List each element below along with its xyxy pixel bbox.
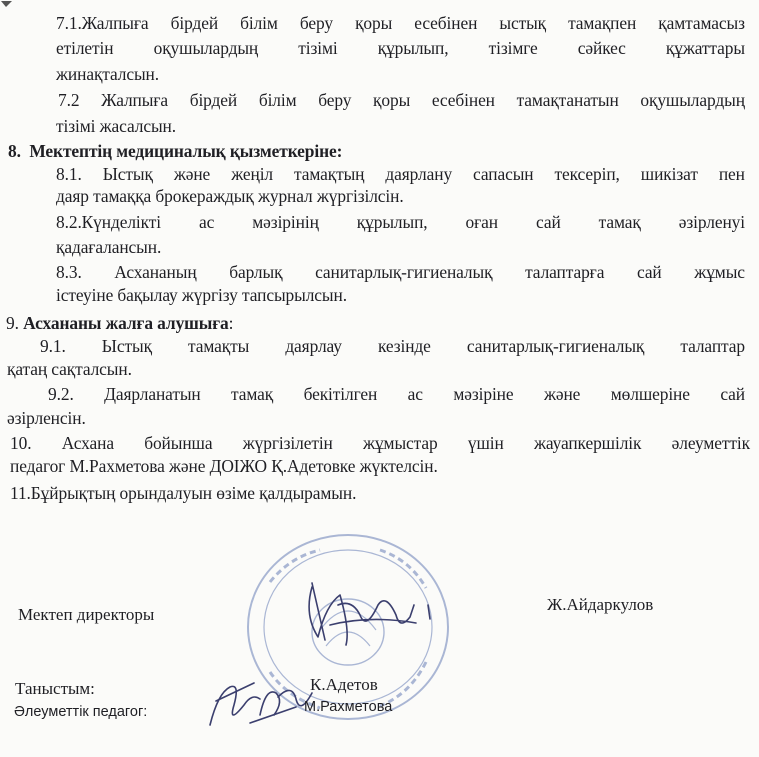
word: құжаттары <box>665 38 745 58</box>
word: Ыстық <box>102 164 153 184</box>
word: тамақтанатын <box>516 90 619 110</box>
item-8-2-line-1 <box>56 210 745 234</box>
item-8-3-line-2: істеуіне бақылау жүргізу тапсырылсын. <box>56 285 347 305</box>
word: сай <box>536 212 561 232</box>
director-label: Мектеп директоры <box>18 605 155 624</box>
page-corner-mark <box>0 0 22 22</box>
item-9-heading-text: Асхананы жалға алушыға <box>23 313 229 333</box>
word: жеңіл <box>231 164 274 184</box>
word: 8.2.Күнделікті <box>56 212 162 232</box>
word: мөлшеріне <box>610 384 690 404</box>
word: қоры <box>355 13 393 33</box>
word: тізімге <box>488 38 538 58</box>
word: ас <box>407 384 423 404</box>
word: қоры <box>373 90 411 110</box>
item-7-2-line-1 <box>58 88 745 112</box>
word: Ыстық <box>101 336 152 356</box>
word: жауапкершілік <box>533 433 642 453</box>
item-9-2-line-2: әзірленсін. <box>7 408 86 428</box>
word: талаптарға <box>525 262 605 282</box>
word: оған <box>465 212 498 232</box>
item-8-1-line-2: даяр тамаққа брокераждық журнал жүргізілсін. <box>56 186 404 206</box>
word: мәзірінің <box>252 212 319 232</box>
word: сай <box>636 262 662 282</box>
word: сапасын <box>473 164 534 184</box>
word: тізімі <box>298 38 338 58</box>
word: Асхананың <box>114 262 197 282</box>
word: білім <box>258 90 297 110</box>
name-rakhmetova: М.Рахметова <box>304 699 393 715</box>
item-8-heading <box>8 139 743 163</box>
word: беру <box>299 13 333 33</box>
word: даярлану <box>385 164 453 184</box>
word: даярлау <box>285 336 342 356</box>
word: ыстық <box>499 13 547 33</box>
item-7-1-line-3: жинақталсын. <box>56 64 160 84</box>
item-10-line-1 <box>10 431 750 455</box>
word: санитарлық-гигиеналық <box>466 336 645 356</box>
word: құрылып, <box>377 38 449 58</box>
word: қамтамасыз <box>658 13 745 33</box>
word: 9.1. <box>40 336 66 356</box>
item-9-1-line-1 <box>40 334 745 358</box>
word: білім <box>240 13 278 33</box>
item-9-1-line-2: қатаң сақталсын. <box>7 359 132 379</box>
item-9-heading-colon: : <box>228 313 234 333</box>
word: шикізат <box>640 164 698 184</box>
word: есебінен <box>431 90 495 110</box>
word: әзірленуі <box>678 212 745 232</box>
word: 7.2 <box>58 90 80 110</box>
word: мәзіріне <box>453 384 514 404</box>
item-8-number: 8. <box>8 141 21 161</box>
item-7-2-line-2: тізімі жасалсын. <box>56 116 176 136</box>
item-8-2-line-2: қадағалансын. <box>56 237 162 257</box>
word: 9.2. <box>48 384 74 404</box>
word: санитарлық-гигиеналық <box>315 262 493 282</box>
item-9-number: 9. <box>6 313 19 333</box>
item-11-line-1: 11.Бұйрықтың орындалуын өзіме қалдырамын. <box>10 483 357 503</box>
item-8-3-line-1 <box>56 260 745 284</box>
word: бірдей <box>189 90 238 110</box>
word: кезінде <box>377 336 431 356</box>
social-pedagogue-label: Әлеуметтік педагог: <box>14 704 148 720</box>
word: тамақты <box>188 336 250 356</box>
word: жүргізілетін <box>242 433 333 453</box>
word: және <box>173 164 211 184</box>
word: оқушылардың <box>640 90 745 110</box>
word: жұмыс <box>694 262 745 282</box>
word: және <box>543 384 581 404</box>
item-7-1-line-1 <box>56 11 745 35</box>
word: есебінен <box>414 13 478 33</box>
word: беру <box>318 90 352 110</box>
word: әлеуметтік <box>671 433 750 453</box>
item-10-line-2: педагог М.Рахметова және ДОІЖО Қ.Адетовке жүктелсін. <box>10 456 438 476</box>
item-9-2-line-1 <box>48 382 745 406</box>
word: оқушылардың <box>153 38 259 58</box>
director-name: Ж.Айдаркулов <box>547 595 654 614</box>
item-7-1-line-2 <box>56 36 745 60</box>
word: үшін <box>467 433 504 453</box>
word: 7.1.Жалпыға <box>56 13 149 33</box>
word: тамақ <box>598 212 641 232</box>
word: 10. <box>10 433 32 453</box>
word: құрылып, <box>356 212 428 232</box>
item-8-heading-text: Мектептің медициналық қызметкеріне: <box>29 141 343 161</box>
word: Асхана <box>61 433 114 453</box>
word: бекітілген <box>303 384 378 404</box>
word: бірдей <box>170 13 219 33</box>
word: сәйкес <box>577 38 626 58</box>
word: тамақпен <box>568 13 637 33</box>
word: сай <box>720 384 745 404</box>
word: тамақ <box>231 384 274 404</box>
word: 8.3. <box>56 262 82 282</box>
word: жұмыстар <box>363 433 438 453</box>
name-adetov: К.Адетов <box>310 675 378 694</box>
word: Даярланатын <box>104 384 201 404</box>
word: пен <box>718 164 745 184</box>
word: тексеріп, <box>554 164 620 184</box>
item-8-1-line-1 <box>56 162 745 186</box>
word: тамақтың <box>294 164 365 184</box>
word: талаптар <box>680 336 745 356</box>
word: етілетін <box>56 38 114 58</box>
word: барлық <box>229 262 283 282</box>
word: бойынша <box>144 433 213 453</box>
acquainted-label: Таныстым: <box>15 679 95 698</box>
word: Жалпыға <box>101 90 168 110</box>
word: ас <box>199 212 215 232</box>
item-9-heading <box>6 311 741 335</box>
word: 8.1. <box>56 164 82 184</box>
